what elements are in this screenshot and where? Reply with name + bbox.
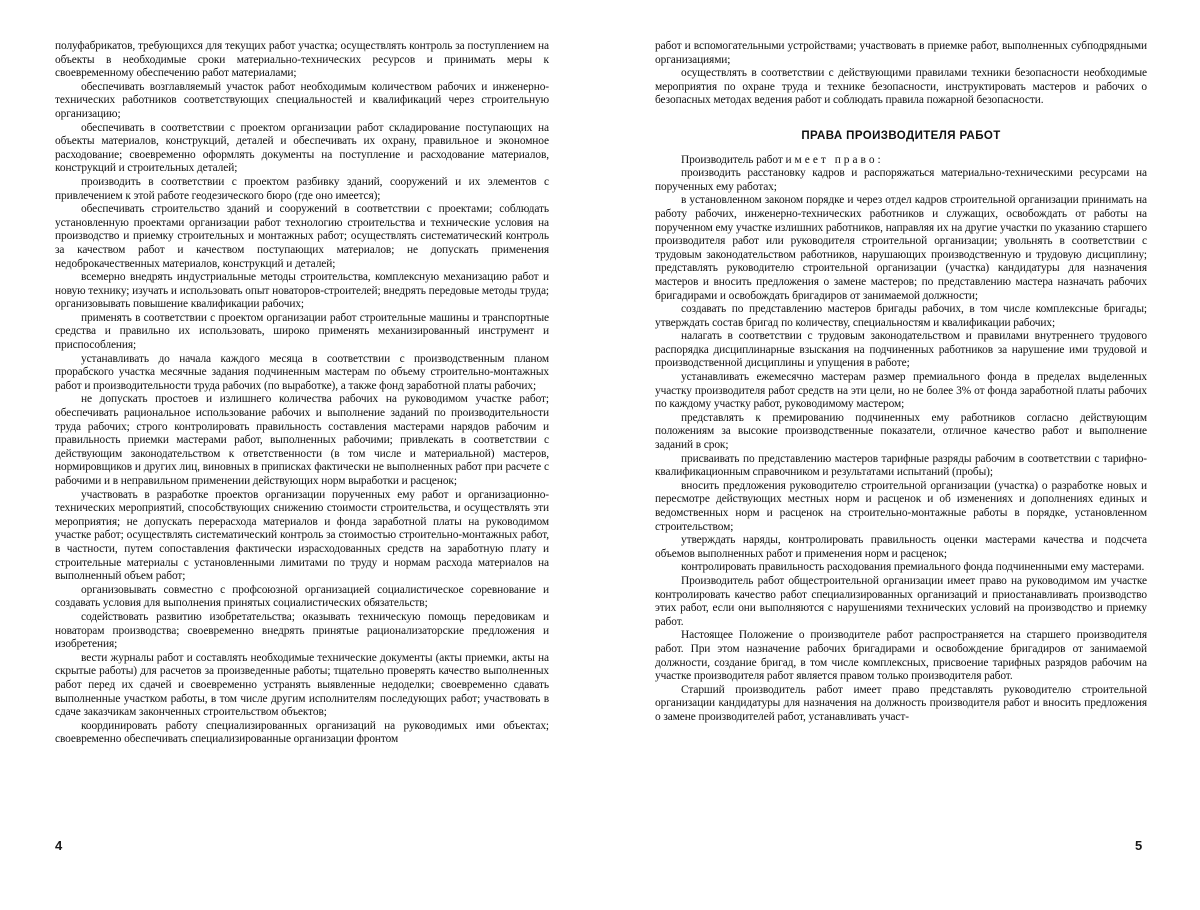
paragraph: устанавливать ежемесячно мастерам размер премиального фонда в пределах выделенных участку производителя работ средств на эти цели, но не более 3% от фонда заработной платы рабочих по каждому участку работ, руководимому мастером; (655, 371, 1147, 411)
paragraph: присваивать по представлению мастеров тарифные разряды рабочим в соответствии с тарифно-квалификационным справочником и результатами испытаний (пробы); (655, 452, 1147, 479)
rights-intro (655, 154, 1147, 168)
paragraph: создавать по представлению мастеров бригады рабочих, в том числе комплексные бригады; утверждать состав бригад по количеству, специальностям и квалификации рабочих; (655, 303, 1147, 329)
left-page (55, 40, 549, 747)
paragraph: координировать работу специализированных организаций на руководимых ими объектах; своевременно обеспечивать специализированные организации фронтом (55, 719, 549, 746)
paragraph: вести журналы работ и составлять необходимые технические документы (акты приемки, акты на скрытые работы) для расчетов за произведенные работы; тщательно проверять качество выполненных работ перед их сдачей и своевременно устранять выявленные недоделки; своевременно сдавать выполненные участком работы, в том числе другим исполнителям последующих работ; участвовать в сдаче заказчикам законченных строительством объектов; (55, 651, 549, 719)
rights-intro-spaced: имеет право: (785, 153, 884, 166)
page-number-right: 5 (1135, 838, 1143, 853)
section-heading: ПРАВА ПРОИЗВОДИТЕЛЯ РАБОТ (801, 129, 1001, 142)
paragraph: применять в соответствии с проектом организации работ строительные машины и транспортные средства и правильно их использовать, широко применять механизированный инструмент и приспособления; (55, 311, 549, 352)
page-number-left: 4 (55, 838, 63, 853)
paragraph: производить расстановку кадров и распоряжаться материально-техническими ресурсами на порученных ему работах; (655, 167, 1147, 193)
rights-intro-lead: Производитель работ (681, 153, 783, 166)
paragraph: вносить предложения руководителю строительной организации (участка) о разработке новых и пересмотре действующих местных норм и расценок и об изменениях и дополнениях единых и ведомственных норм и расценок на строительно-монтажные работы в порядке, установленном строительством; (655, 479, 1147, 533)
paragraph: в установленном законом порядке и через отдел кадров строительной организации принимать на работу рабочих, инженерно-технических работников и служащих, освобождать от работы на порученном ему участке излишних работников, направляя их на другие участки по указанию старшего производителя работ или руководителя строительной организации; увольнять в соответствии с трудовым законодательством работников, нарушающих производственную и трудовую дисциплину; представлять руководителю строительной организации (участка) кандидатуры для назначения мастеров и вносить предложения о замене мастеров; по представлению мастера назначать рабочих бригадирами и освобождать бригадиров от занимаемой должности; (655, 194, 1147, 302)
paragraph: работ и вспомогательными устройствами; участвовать в приемке работ, выполненных субподрядными организациями; (655, 40, 1147, 66)
paragraph: производить в соответствии с проектом разбивку зданий, сооружений и их элементов с привлечением к этой работе геодезического бюро (где оно имеется); (55, 175, 549, 202)
paragraph: контролировать правильность расходования премиального фонда подчиненными ему мастерами. (681, 561, 1145, 574)
paragraph: Настоящее Положение о производителе работ распространяется на старшего производителя работ. При этом назначение рабочих бригадирами и освобождение бригадиров от занимаемой должности, создание бригад, в том числе комплексных, присвоение тарифных разрядов рабочим на участке производителя работ является правом только производителя работ. (655, 629, 1147, 683)
paragraph: Старший производитель работ имеет право представлять руководителю строительной организации кандидатуры для назначения на должность производителя работ и вносить предложения о замене производителей работ, устанавливать участ- (655, 683, 1147, 723)
paragraph: обеспечивать в соответствии с проектом организации работ складирование поступающих на объекты материалов, конструкций, деталей и обеспечивать их охрану, правильное и экономное расходование; своевременно оформлять документы на поступление и расходование материалов, конструкций и строительных деталей; (55, 121, 549, 175)
paragraph: представлять к премированию подчиненных ему работников согласно действующим положениям за высокие производственные показатели, отличное качество работ и выполнение заданий в срок; (655, 411, 1147, 452)
paragraph: осуществлять в соответствии с действующими правилами техники безопасности необходимые мероприятия по охране труда и технике безопасности, инструктировать мастеров и рабочих о безопасных методах ведения работ и соблюдать правила пожарной безопасности. (655, 67, 1147, 107)
paragraph: всемерно внедрять индустриальные методы строительства, комплексную механизацию работ и новую технику; изучать и использовать опыт новаторов-строителей; внедрять передовые методы труда; организовывать повышение квалификации рабочих; (55, 271, 549, 311)
paragraph: устанавливать до начала каждого месяца в соответствии с производственным планом прорабского участка месячные задания подчиненным мастерам по объему строительно-монтажных работ и производительности труда рабочих (по выработке), а также фонд заработной платы рабочих; (55, 352, 549, 392)
paragraph: не допускать простоев и излишнего количества рабочих на руководимом участке работ; обеспечивать рациональное использование рабочих и выполнение заданий по производительности труда рабочих; строго контролировать правильность составления мастерами нарядов рабочим и правильность приемки мастерами работ, выполненных рабочими; привлекать в соответствии с действующим законодательством к ответственности (в том числе и материальной) мастеров, нормировщиков и других лиц, виновных в приписках фактически не выполненных работ при расчете с рабочими и в неправильном применении действующих норм выработки и расценок; (55, 393, 549, 487)
paragraph: обеспечивать возглавляемый участок работ необходимым количеством рабочих и инженерно-технических работников соответствующих специальностей и квалификаций через строительную организацию; (55, 80, 549, 120)
paragraph: участвовать в разработке проектов организации порученных ему работ и организационно-технических мероприятий, способствующих снижению стоимости строительства, и осуществлять эти мероприятия; не допускать перерасхода материалов и фонда заработной платы на руководимом участке работ; осуществлять систематический контроль за стоимостью строительно-монтажных работ, в частности, путем сопоставления фактически израсходованных средств на заработную плату и строительные материалы с установленными лимитами по труду и нормам расхода материалов на выполненный объем работ; (55, 488, 549, 583)
right-page (655, 40, 1147, 725)
paragraph: обеспечивать строительство зданий и сооружений в соответствии с проектами; соблюдать установленную проектами организации работ технологию строительства и технические условия на производство и приемку строительных и монтажных работ; осуществлять систематический контроль за качеством работ и качеством поступающих материалов; не допускать применения недоброкачественных материалов, конструкций и деталей; (55, 203, 549, 270)
paragraph: полуфабрикатов, требующихся для текущих работ участка; осуществлять контроль за поступлением на объекты в необходимые сроки материально-технических ресурсов и принимать меры к своевременному обеспечению работ материалами; (55, 40, 549, 80)
paragraph: Производитель работ общестроительной организации имеет право на руководимом им участке контролировать качество работ специализированных организаций и приостанавливать производство этих работ, если они выполняются с нарушениями технических условий на производство и приемку работ. (655, 574, 1147, 628)
paragraph: утверждать наряды, контролировать правильность оценки мастерами качества и подсчета объемов выполненных работ и применения норм и расценок; (655, 534, 1147, 560)
paragraph: налагать в соответствии с трудовым законодательством и правилами внутреннего трудового распорядка дисциплинарные взыскания на подчиненных работников за нарушение ими трудовой и производственной дисциплины и упущения в работе; (655, 330, 1147, 370)
paragraph: содействовать развитию изобретательства; оказывать техническую помощь передовикам и новаторам производства; своевременно внедрять принятые рационализаторские предложения и изобретения; (55, 610, 549, 651)
paragraph: организовывать совместно с профсоюзной организацией социалистическое соревнование и создавать условия для выполнения принятых социалистических обязательств; (55, 583, 549, 610)
